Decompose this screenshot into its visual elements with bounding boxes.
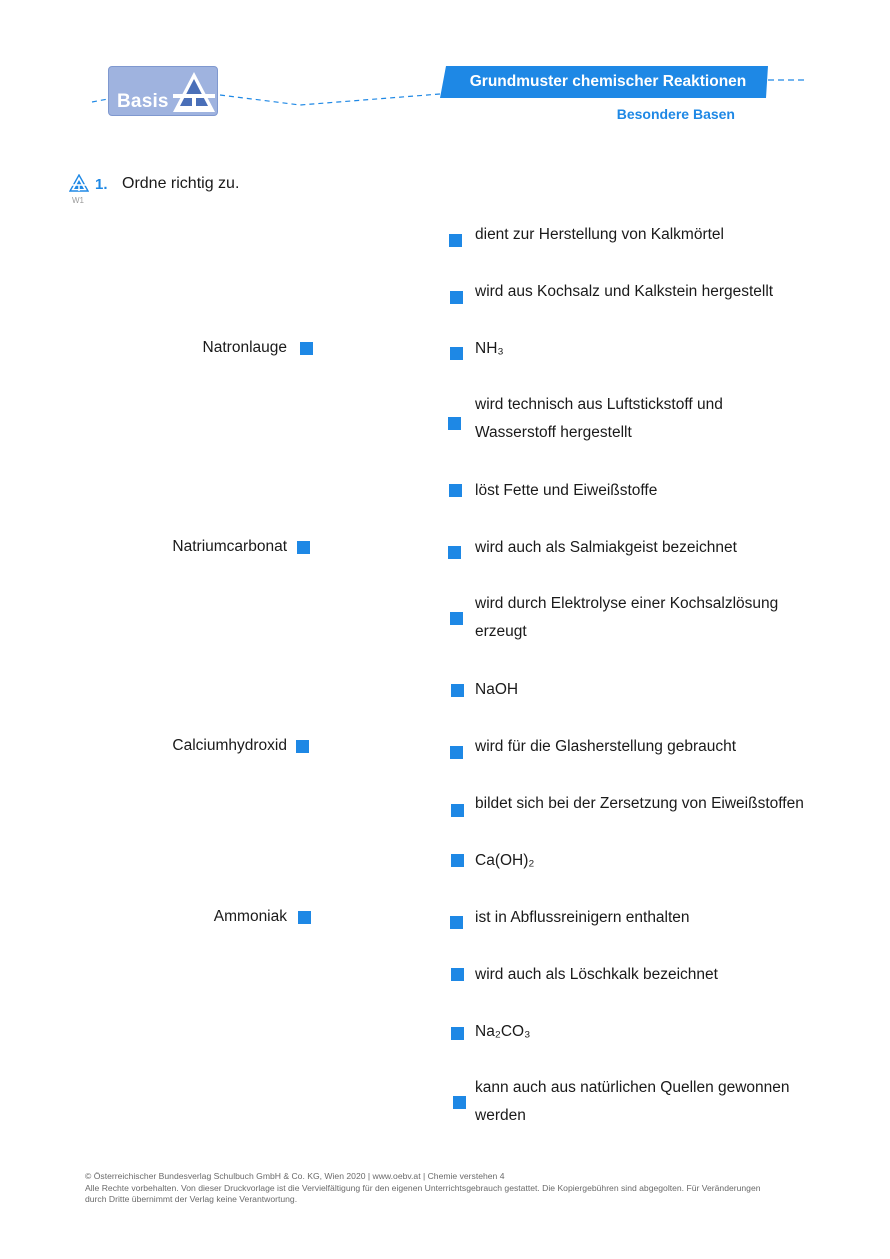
right-item-marker[interactable] <box>451 684 464 697</box>
task-instruction: Ordne richtig zu. <box>122 175 240 192</box>
right-item-line: wird auch als Löschkalk bezeichnet <box>475 966 718 983</box>
footer-line: durch Dritte übernimmt der Verlag keine Verantwortung. <box>85 1194 298 1204</box>
right-item-marker[interactable] <box>451 968 464 981</box>
right-item-marker[interactable] <box>449 484 462 497</box>
footer-line: Alle Rechte vorbehalten. Von dieser Druckvorlage ist die Vervielfältigung für den eigenen Unterrichtsgebrauch gestattet. Die Kopiergebühren sind abgegolten. Für Veränderungen <box>85 1182 761 1193</box>
right-item <box>475 904 855 932</box>
right-item-line: wird für die Glasherstellung gebraucht <box>475 738 737 755</box>
right-item-line: dient zur Herstellung von Kalkmörtel <box>475 226 724 243</box>
right-item <box>475 391 855 447</box>
right-item-line: bildet sich bei der Zersetzung von Eiweißstoffen <box>475 795 804 812</box>
right-item-line: NH₃ <box>475 340 504 357</box>
right-item-line: wird technisch aus Luftstickstoff und <box>475 396 723 413</box>
right-item-line: Ca(OH)₂ <box>475 852 535 869</box>
left-item-marker[interactable] <box>297 541 310 554</box>
right-item <box>475 335 855 363</box>
right-item-marker[interactable] <box>448 546 461 559</box>
right-item-marker[interactable] <box>451 804 464 817</box>
right-item-line: löst Fette und Eiweißstoffe <box>475 482 658 499</box>
right-item <box>475 477 855 505</box>
left-item-label: Natronlauge <box>202 339 287 356</box>
left-item-marker[interactable] <box>300 342 313 355</box>
footer-line: © Österreichischer Bundesverlag Schulbuch GmbH & Co. KG, Wien 2020 | www.oebv.at | Chemie verstehen 4 <box>85 1171 505 1181</box>
left-item-marker[interactable] <box>296 740 309 753</box>
right-item <box>475 790 855 818</box>
right-item-marker[interactable] <box>453 1096 466 1109</box>
right-item-marker[interactable] <box>450 612 463 625</box>
left-item-label: Natriumcarbonat <box>172 538 287 555</box>
right-item <box>475 590 855 646</box>
triangle-level-icon <box>69 174 89 192</box>
right-item-marker[interactable] <box>450 746 463 759</box>
triangle-logo-icon <box>171 70 217 114</box>
right-item-marker[interactable] <box>451 1027 464 1040</box>
right-item-marker[interactable] <box>451 854 464 867</box>
chapter-banner <box>440 66 768 98</box>
copyright-footer <box>85 1171 805 1206</box>
right-item-marker[interactable] <box>450 347 463 360</box>
task-code: W1 <box>72 196 84 205</box>
right-item-marker[interactable] <box>449 234 462 247</box>
logo-label: Basis <box>117 91 169 112</box>
right-item-line: NaOH <box>475 681 519 698</box>
right-item-marker[interactable] <box>450 916 463 929</box>
right-item <box>475 733 855 761</box>
right-item <box>475 534 855 562</box>
left-item-label: Ammoniak <box>213 908 287 925</box>
right-item <box>475 278 855 306</box>
right-item-line: erzeugt <box>475 623 527 640</box>
right-item-line: wird aus Kochsalz und Kalkstein hergestellt <box>475 283 774 300</box>
task-number: 1. <box>95 176 108 193</box>
right-item-line: werden <box>475 1107 526 1124</box>
right-item-marker[interactable] <box>448 417 461 430</box>
left-item-label: Calciumhydroxid <box>172 737 287 754</box>
right-item <box>475 961 855 989</box>
basis-logo <box>108 66 218 116</box>
right-item-line: wird durch Elektrolyse einer Kochsalzlösung <box>475 595 779 612</box>
banner-title: Grundmuster chemischer Reaktionen <box>469 73 747 90</box>
right-item-line: wird auch als Salmiakgeist bezeichnet <box>475 539 737 556</box>
right-item-line: Na₂CO₃ <box>475 1023 531 1040</box>
right-item <box>475 221 855 249</box>
right-item <box>475 1074 855 1130</box>
left-item-marker[interactable] <box>298 911 311 924</box>
right-item-line: ist in Abflussreinigern enthalten <box>475 909 690 926</box>
right-item <box>475 1018 855 1046</box>
right-item <box>475 676 855 704</box>
right-item-line: Wasserstoff hergestellt <box>475 424 632 441</box>
right-item-marker[interactable] <box>450 291 463 304</box>
right-item <box>475 847 855 875</box>
right-item-line: kann auch aus natürlichen Quellen gewonnen <box>475 1079 790 1096</box>
section-subtitle: Besondere Basen <box>616 106 735 122</box>
